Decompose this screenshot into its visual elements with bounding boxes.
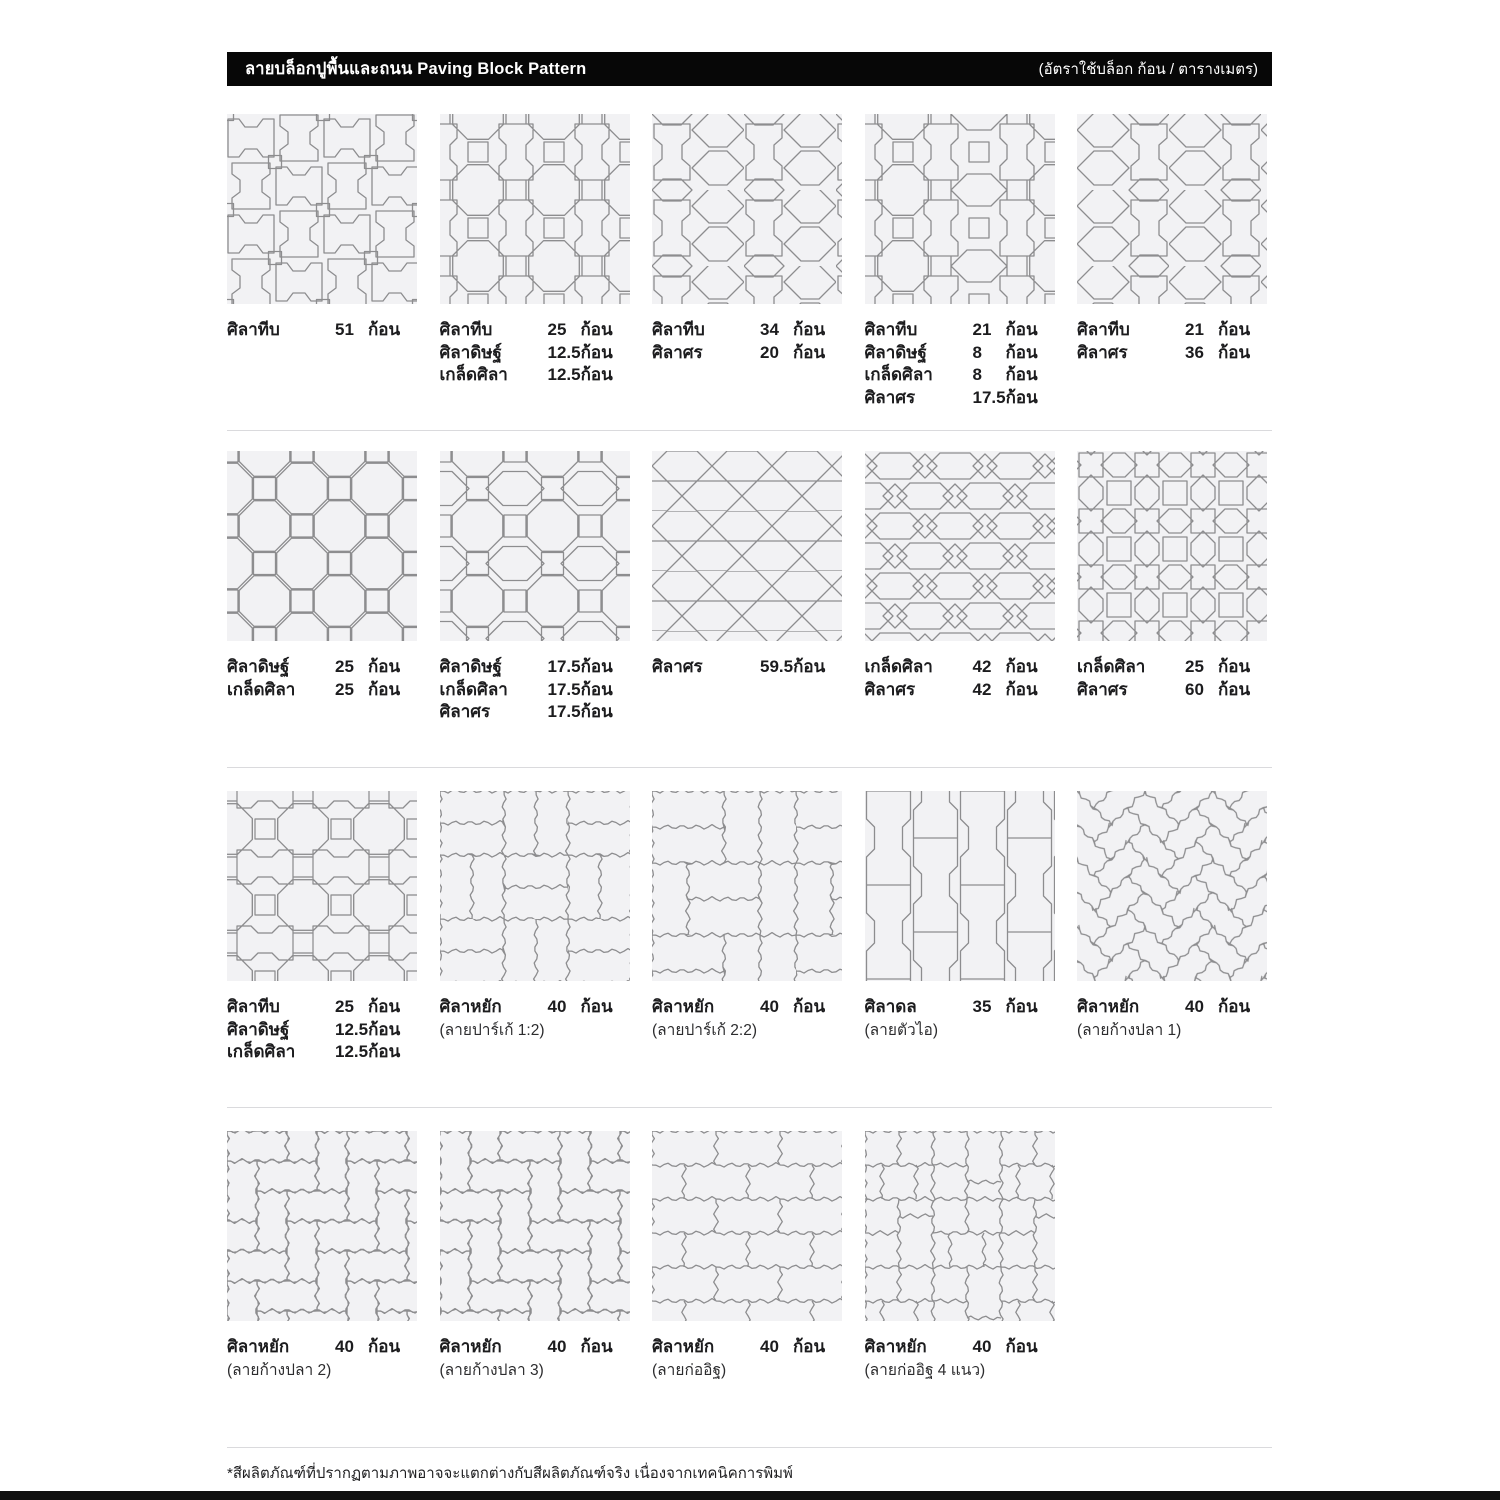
pattern-labels xyxy=(652,1336,842,1381)
quantity-unit: ก้อน xyxy=(580,342,613,362)
block-usage-row xyxy=(227,996,417,1019)
block-quantity xyxy=(973,319,1055,342)
block-name: ศิลาศร xyxy=(439,702,491,721)
block-quantity xyxy=(973,364,1055,387)
block-quantity xyxy=(335,679,417,702)
block-usage-row xyxy=(652,319,842,342)
quantity-value: 17.5 xyxy=(972,387,1006,407)
quantity-unit: ก้อน xyxy=(580,702,613,721)
block-name: เกล็ดศิลา xyxy=(439,679,508,699)
block-quantity xyxy=(548,701,630,724)
block-quantity xyxy=(548,996,630,1019)
pattern-labels xyxy=(652,319,842,364)
pattern-labels xyxy=(440,319,630,387)
quantity-unit: ก้อน xyxy=(793,997,826,1016)
quantity-unit: ก้อน xyxy=(368,1042,401,1061)
pattern-labels xyxy=(1077,656,1267,701)
block-name: ศิลาศร xyxy=(864,679,916,699)
quantity-unit: ก้อน xyxy=(1005,657,1038,676)
block-usage-row xyxy=(652,996,842,1019)
pattern-row-1 xyxy=(227,86,1272,431)
block-name: ศิลาศร xyxy=(864,387,916,407)
block-quantity xyxy=(548,679,630,702)
pattern-card xyxy=(440,114,630,409)
pattern-card xyxy=(440,451,630,724)
bottom-bar xyxy=(0,1491,1500,1500)
block-quantity xyxy=(973,342,1055,365)
quantity-unit: ก้อน xyxy=(1005,365,1038,384)
pattern-card xyxy=(865,1131,1055,1381)
block-usage-row xyxy=(865,656,1055,679)
pattern-variant: (ลายก้างปลา 3) xyxy=(439,1361,544,1379)
pattern-variant: (ลายก่ออิฐ) xyxy=(652,1361,727,1379)
pattern-variant: (ลายก้างปลา 1) xyxy=(1077,1021,1182,1039)
block-quantity xyxy=(973,1336,1055,1359)
quantity-unit: ก้อน xyxy=(580,657,613,676)
rate-note: (อัตราใช้บล็อก ก้อน / ตารางเมตร) xyxy=(1038,61,1258,78)
quantity-value: 59.5 xyxy=(760,657,794,676)
block-quantity xyxy=(1185,656,1267,679)
pattern-labels xyxy=(1077,996,1267,1041)
block-quantity xyxy=(760,1336,842,1359)
quantity-unit: ก้อน xyxy=(580,365,613,384)
quantity-value: 42 xyxy=(972,657,992,676)
pattern-variant: (ลายปาร์เก้ 2:2) xyxy=(652,1021,758,1039)
block-usage-row xyxy=(652,656,842,679)
block-quantity xyxy=(760,342,842,365)
block-name: เกล็ดศิลา xyxy=(1077,657,1146,676)
block-name: เกล็ดศิลา xyxy=(439,365,508,384)
block-quantity xyxy=(973,387,1055,410)
quantity-value: 40 xyxy=(1185,997,1204,1016)
pattern-swatch xyxy=(227,451,417,641)
quantity-value: 40 xyxy=(547,997,567,1016)
pattern-swatch xyxy=(652,791,842,981)
quantity-unit: ก้อน xyxy=(1005,320,1038,339)
pattern-labels xyxy=(227,656,417,701)
quantity-unit: ก้อน xyxy=(793,1337,826,1356)
quantity-value: 40 xyxy=(972,1337,992,1356)
pattern-card xyxy=(865,791,1055,1064)
pattern-labels xyxy=(865,996,1055,1041)
block-usage-row xyxy=(1077,996,1267,1019)
quantity-unit: ก้อน xyxy=(368,1337,401,1356)
quantity-value: 40 xyxy=(760,1337,779,1356)
pattern-labels xyxy=(227,1336,417,1381)
block-name: ศิลาทีบ xyxy=(864,320,918,339)
block-usage-row xyxy=(227,1041,417,1064)
quantity-value: 25 xyxy=(335,657,354,676)
pattern-card xyxy=(652,114,842,409)
pattern-labels xyxy=(652,656,842,679)
block-quantity xyxy=(548,319,630,342)
block-usage-row xyxy=(227,1336,417,1359)
quantity-value: 40 xyxy=(547,1337,567,1356)
block-quantity xyxy=(973,679,1055,702)
block-usage-row xyxy=(652,342,842,365)
pattern-swatch xyxy=(865,451,1055,641)
page-title: ลายบล็อกปูพื้นและถนน Paving Block Pattern xyxy=(245,60,587,78)
block-quantity xyxy=(335,996,417,1019)
pattern-card-grid xyxy=(227,114,1272,409)
block-usage-row xyxy=(652,1336,842,1359)
pattern-swatch xyxy=(1077,791,1267,981)
block-usage-row xyxy=(440,996,630,1019)
content-area xyxy=(227,52,1272,1485)
quantity-value: 25 xyxy=(1185,657,1204,676)
quantity-unit: ก้อน xyxy=(580,320,613,339)
pattern-swatch xyxy=(440,451,630,641)
quantity-value: 12.5 xyxy=(335,1042,369,1061)
quantity-unit: ก้อน xyxy=(1218,997,1251,1016)
block-quantity xyxy=(1185,319,1267,342)
block-quantity xyxy=(548,1336,630,1359)
block-quantity xyxy=(548,342,630,365)
pattern-swatch xyxy=(1077,114,1267,304)
pattern-card xyxy=(865,451,1055,724)
pattern-swatch xyxy=(227,791,417,981)
pattern-swatch xyxy=(1077,451,1267,641)
quantity-unit: ก้อน xyxy=(580,1337,613,1356)
block-name: ศิลาศร xyxy=(1077,679,1128,699)
block-name: ศิลาทีบ xyxy=(227,997,280,1016)
pattern-swatch xyxy=(652,1131,842,1321)
quantity-value: 12.5 xyxy=(547,342,581,362)
block-name: ศิลาดิษฐ์ xyxy=(227,1019,290,1039)
block-quantity xyxy=(335,319,417,342)
pattern-swatch xyxy=(440,791,630,981)
pattern-labels xyxy=(1077,319,1267,364)
block-quantity xyxy=(548,364,630,387)
block-quantity xyxy=(1185,342,1267,365)
block-name: เกล็ดศิลา xyxy=(227,1042,296,1061)
quantity-value: 51 xyxy=(335,320,354,339)
block-quantity xyxy=(760,656,842,679)
block-name: ศิลาหยัก xyxy=(439,1337,502,1356)
block-quantity xyxy=(1185,996,1267,1019)
block-name: ศิลาทีบ xyxy=(439,320,493,339)
quantity-unit: ก้อน xyxy=(368,1019,401,1039)
pattern-card-grid xyxy=(227,1131,1272,1381)
pattern-variant: (ลายก่ออิฐ 4 แนว) xyxy=(864,1361,986,1379)
block-usage-row xyxy=(227,656,417,679)
quantity-unit: ก้อน xyxy=(580,997,613,1016)
pattern-labels xyxy=(227,319,417,342)
block-usage-row xyxy=(440,319,630,342)
pattern-card xyxy=(1077,451,1267,724)
block-quantity xyxy=(335,1019,417,1042)
block-usage-row xyxy=(440,364,630,387)
pattern-labels xyxy=(865,319,1055,409)
block-usage-row xyxy=(1077,342,1267,365)
pattern-rows xyxy=(227,86,1272,1448)
pattern-labels xyxy=(865,1336,1055,1381)
pattern-labels xyxy=(652,996,842,1041)
quantity-unit: ก้อน xyxy=(368,679,401,699)
pattern-card xyxy=(1077,791,1267,1064)
quantity-value: 40 xyxy=(335,1337,354,1356)
header-bar xyxy=(227,52,1272,86)
quantity-value: 60 xyxy=(1185,679,1204,699)
block-name: ศิลาหยัก xyxy=(439,997,502,1016)
block-quantity xyxy=(760,319,842,342)
pattern-labels xyxy=(227,996,417,1064)
pattern-card xyxy=(227,1131,417,1381)
quantity-value: 12.5 xyxy=(335,1019,369,1039)
quantity-unit: ก้อน xyxy=(368,320,401,339)
block-name: ศิลาศร xyxy=(652,657,703,676)
block-name: ศิลาศร xyxy=(1077,342,1128,362)
block-quantity xyxy=(335,1041,417,1064)
quantity-unit: ก้อน xyxy=(368,657,401,676)
block-usage-row xyxy=(440,679,630,702)
pattern-swatch xyxy=(440,1131,630,1321)
block-usage-row xyxy=(1077,679,1267,702)
pattern-card xyxy=(440,791,630,1064)
quantity-value: 35 xyxy=(972,997,992,1016)
block-name: ศิลาศร xyxy=(652,342,703,362)
pattern-swatch xyxy=(652,451,842,641)
quantity-unit: ก้อน xyxy=(1218,657,1251,676)
quantity-unit: ก้อน xyxy=(793,657,826,676)
pattern-labels xyxy=(440,656,630,724)
block-name: ศิลาดิษฐ์ xyxy=(439,657,502,676)
block-usage-row xyxy=(227,1019,417,1042)
block-usage-row xyxy=(865,342,1055,365)
pattern-variant: (ลายปาร์เก้ 1:2) xyxy=(439,1021,545,1039)
quantity-value: 34 xyxy=(760,320,779,339)
quantity-value: 42 xyxy=(972,679,992,699)
pattern-row-2 xyxy=(227,431,1272,768)
pattern-card-grid xyxy=(227,791,1272,1064)
block-usage-row xyxy=(865,364,1055,387)
pattern-variant: (ลายตัวไอ) xyxy=(864,1021,938,1039)
quantity-value: 40 xyxy=(760,997,779,1016)
block-name: ศิลาทีบ xyxy=(1077,320,1130,339)
pattern-card xyxy=(227,114,417,409)
block-name: ศิลาดิษฐ์ xyxy=(227,657,290,676)
quantity-value: 21 xyxy=(972,320,992,339)
pattern-card xyxy=(652,1131,842,1381)
block-usage-row xyxy=(440,1336,630,1359)
block-usage-row xyxy=(440,342,630,365)
quantity-value: 12.5 xyxy=(547,365,581,384)
block-name: ศิลาหยัก xyxy=(652,997,715,1016)
quantity-unit: ก้อน xyxy=(793,320,826,339)
pattern-swatch xyxy=(440,114,630,304)
quantity-unit: ก้อน xyxy=(1005,997,1038,1016)
quantity-unit: ก้อน xyxy=(1005,1337,1038,1356)
quantity-value: 36 xyxy=(1185,342,1204,362)
block-usage-row xyxy=(1077,656,1267,679)
quantity-value: 17.5 xyxy=(547,702,581,721)
block-quantity xyxy=(335,1336,417,1359)
pattern-swatch xyxy=(865,791,1055,981)
block-name: ศิลาหยัก xyxy=(227,1337,290,1356)
block-usage-row xyxy=(440,701,630,724)
block-usage-row xyxy=(865,387,1055,410)
quantity-value: 25 xyxy=(335,679,354,699)
pattern-swatch xyxy=(865,1131,1055,1321)
pattern-labels xyxy=(440,996,630,1041)
block-name: ศิลาดิษฐ์ xyxy=(439,342,502,362)
quantity-value: 17.5 xyxy=(547,679,581,699)
block-usage-row xyxy=(865,1336,1055,1359)
block-usage-row xyxy=(865,679,1055,702)
quantity-value: 25 xyxy=(547,320,567,339)
quantity-unit: ก้อน xyxy=(368,997,401,1016)
block-usage-row xyxy=(865,996,1055,1019)
quantity-unit: ก้อน xyxy=(580,679,613,699)
block-usage-row xyxy=(227,679,417,702)
pattern-swatch xyxy=(652,114,842,304)
block-name: เกล็ดศิลา xyxy=(864,657,933,676)
pattern-card xyxy=(440,1131,630,1381)
quantity-unit: ก้อน xyxy=(1218,342,1251,362)
block-name: ศิลาหยัก xyxy=(864,1337,927,1356)
quantity-value: 20 xyxy=(760,342,779,362)
block-quantity xyxy=(335,656,417,679)
block-name: เกล็ดศิลา xyxy=(227,679,296,699)
pattern-variant: (ลายก้างปลา 2) xyxy=(227,1361,332,1379)
pattern-labels xyxy=(440,1336,630,1381)
pattern-card xyxy=(865,114,1055,409)
block-usage-row xyxy=(227,319,417,342)
pattern-card xyxy=(652,451,842,724)
pattern-swatch xyxy=(227,114,417,304)
block-name: ศิลาทีบ xyxy=(652,320,705,339)
block-usage-row xyxy=(440,656,630,679)
block-name: ศิลาหยัก xyxy=(1077,997,1140,1016)
quantity-unit: ก้อน xyxy=(1005,387,1038,407)
pattern-card-grid xyxy=(227,451,1272,724)
block-quantity xyxy=(760,996,842,1019)
block-usage-row xyxy=(865,319,1055,342)
quantity-unit: ก้อน xyxy=(1005,679,1038,699)
pattern-card xyxy=(227,451,417,724)
quantity-unit: ก้อน xyxy=(1005,342,1038,362)
block-quantity xyxy=(973,996,1055,1019)
pattern-swatch xyxy=(227,1131,417,1321)
pattern-card xyxy=(1077,114,1267,409)
pattern-labels xyxy=(865,656,1055,701)
pattern-card xyxy=(652,791,842,1064)
block-name: ศิลาดิษฐ์ xyxy=(864,342,927,362)
quantity-value: 21 xyxy=(1185,320,1204,339)
quantity-unit: ก้อน xyxy=(1218,679,1251,699)
footer-note: *สีผลิตภัณฑ์ที่ปรากฏตามภาพอาจจะแตกต่างกับสีผลิตภัณฑ์จริง เนื่องจากเทคนิคการพิมพ์ xyxy=(227,1465,793,1482)
quantity-unit: ก้อน xyxy=(1218,320,1251,339)
pattern-card xyxy=(227,791,417,1064)
block-quantity xyxy=(1185,679,1267,702)
quantity-value: 8 xyxy=(972,342,982,362)
quantity-value: 8 xyxy=(972,365,982,384)
block-name: เกล็ดศิลา xyxy=(864,365,933,384)
block-quantity xyxy=(973,656,1055,679)
block-name: ศิลาหยัก xyxy=(652,1337,715,1356)
block-name: ศิลาทีบ xyxy=(227,320,280,339)
pattern-swatch xyxy=(865,114,1055,304)
quantity-value: 25 xyxy=(335,997,354,1016)
block-quantity xyxy=(548,656,630,679)
pattern-row-4 xyxy=(227,1108,1272,1448)
pattern-row-3 xyxy=(227,768,1272,1108)
quantity-unit: ก้อน xyxy=(793,342,826,362)
block-name: ศิลาดล xyxy=(864,997,917,1016)
quantity-value: 17.5 xyxy=(547,657,581,676)
block-usage-row xyxy=(1077,319,1267,342)
